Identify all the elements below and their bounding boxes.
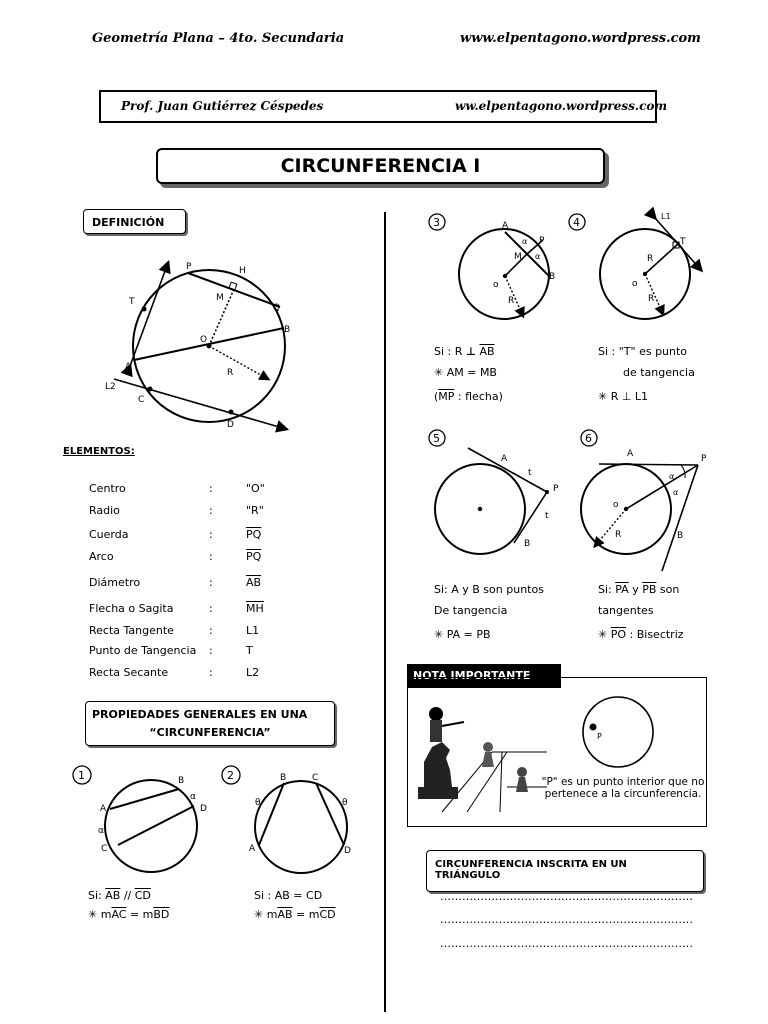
inscrita-line-2: …………………………………………………………… [440,913,693,926]
svg-text:θ: θ [255,798,261,808]
svg-text:A: A [501,454,508,464]
elemento-name: Cuerda [89,528,129,541]
svg-text:P: P [186,262,192,272]
property-1-result: ✳ $m\overline{AC} = m\overline{BD}$ [88,908,170,921]
propiedades-label-line2: “CIRCUNFERENCIA” [149,726,271,739]
svg-text:D: D [200,804,207,814]
property-5-line2: De tangencia [434,604,508,617]
nota-circle-figure [580,694,660,774]
svg-text:o: o [632,279,638,289]
property-2-figure [220,765,370,880]
elemento-separator: : [209,482,213,495]
svg-text:H: H [239,266,246,276]
elemento-name: Recta Tangente [89,624,174,637]
property-3-line2: ✳ AM = MB [434,366,497,379]
nota-box [407,677,707,827]
elemento-separator: : [209,504,213,517]
svg-text:L2: L2 [105,382,116,392]
property-3-figure [425,212,575,332]
elemento-row [89,576,389,594]
elemento-value: $\overline{PQ}$ [246,528,262,541]
svg-text:α: α [98,826,104,836]
svg-text:P: P [553,484,559,494]
property-6-line3: ✳ $\overline{PO}$ : Bisectriz [598,628,684,641]
elemento-value: L2 [246,666,260,679]
svg-text:B: B [280,773,287,783]
svg-text:R: R [615,530,622,540]
svg-text:1: 1 [78,769,85,782]
svg-text:D: D [227,420,234,430]
svg-text:2: 2 [227,769,234,782]
elemento-value: $\overline{PQ}$ [246,550,262,563]
elemento-value: "O" [246,482,265,495]
property-6-figure [565,428,725,573]
property-6-line1: Si: $\overline{PA}$ y $\overline{PB}$ son [598,583,680,596]
author-name: Prof. Juan Gutiérrez Céspedes [121,99,324,113]
propiedades-label-line1: PROPIEDADES GENERALES EN UNA [92,708,308,721]
elemento-separator: : [209,550,213,563]
elemento-value: T [246,644,253,657]
property-6-line2: tangentes [598,604,654,617]
svg-text:D: D [344,846,351,856]
property-5-line1: Si: A y B son puntos [434,583,544,596]
property-2-result: ✳ $m\overline{AB} = m\overline{CD}$ [254,908,336,921]
property-5-figure [425,428,575,558]
property-3-line1: Si : R ⊥ $\overline{AB}$ [434,345,495,358]
svg-text:O: O [200,335,208,345]
svg-text:A: A [125,362,132,372]
elemento-name: Arco [89,550,114,563]
svg-text:o: o [493,280,499,290]
elemento-separator: : [209,528,213,541]
elemento-row [89,504,389,522]
svg-text:t: t [528,468,532,478]
svg-text:L1: L1 [661,212,671,221]
elemento-separator: : [209,576,213,589]
svg-text:o: o [613,500,619,510]
author-site: ww.elpentagono.wordpress.com [455,99,668,113]
author-box [99,90,668,123]
tangent-line [130,263,168,366]
property-4-figure [565,206,715,331]
elemento-value: $\overline{AB}$ [246,576,262,589]
svg-text:4: 4 [573,216,580,229]
svg-text:C: C [312,773,319,783]
elemento-row [89,550,389,568]
elemento-value: L1 [246,624,260,637]
property-3-line3: ($\overline{MP}$ : flecha) [434,390,503,403]
elemento-row [89,624,389,642]
property-4-line3: ✳ R ⊥ L1 [598,390,649,403]
svg-text:B: B [284,325,291,335]
svg-text:α: α [669,472,675,481]
svg-text:P: P [539,236,545,246]
header-left: Geometría Plana – 4to. Secundaria [92,31,345,46]
inscrita-line-3: …………………………………………………………… [440,937,693,950]
elemento-row [89,644,389,662]
svg-text:B: B [524,539,531,549]
svg-text:3: 3 [433,216,440,229]
elementos-heading: ELEMENTOS: [63,446,135,457]
elemento-name: Diámetro [89,576,141,589]
svg-text:5: 5 [433,432,440,445]
svg-text:M: M [216,293,224,303]
elemento-name: Flecha o Sagita [89,602,174,615]
property-1-condition: Si: $\overline{AB} // \overline{CD}$ [88,889,151,902]
svg-text:Q: Q [273,303,281,313]
svg-text:α: α [535,252,541,261]
elemento-value: "R" [246,504,264,517]
svg-text:B: B [549,272,556,282]
chess-illustration-icon [412,692,552,822]
svg-text:R: R [647,254,654,264]
property-4-line1: Si : "T" es punto [598,345,688,358]
elemento-row [89,602,389,620]
svg-text:6: 6 [585,432,592,445]
inscrita-line-1: …………………………………………………………… [440,890,693,903]
propiedades-label [85,701,335,746]
svg-text:R: R [508,296,515,306]
svg-text:P: P [597,732,602,741]
svg-text:P: P [701,454,707,464]
svg-text:t: t [545,511,549,521]
svg-text:R: R [227,368,234,378]
definicion-label: DEFINICIÓN [83,209,186,234]
svg-text:θ: θ [342,798,348,808]
svg-text:α: α [190,792,196,802]
elementos-list [89,482,389,682]
elemento-name: Recta Secante [89,666,169,679]
inscrita-label: CIRCUNFERENCIA INSCRITA EN UN TRIÁNGULO [426,850,704,892]
radius-line [209,346,268,379]
property-4-line2: de tangencia [623,366,695,379]
svg-text:α: α [673,488,679,497]
elemento-separator: : [209,644,213,657]
elemento-name: Centro [89,482,126,495]
svg-text:B: B [178,776,185,786]
svg-text:α: α [522,237,528,246]
nota-label: NOTA IMPORTANTE [407,664,561,688]
property-1-figure [70,765,220,880]
elemento-name: Radio [89,504,120,517]
svg-text:B: B [677,531,684,541]
definicion-figure [100,255,310,435]
page-title: CIRCUNFERENCIA I [156,148,605,184]
property-5-line3: ✳ PA = PB [434,628,491,641]
nota-text: "P" es un punto interior que no pertenece a la circunferencia. [541,776,705,800]
elemento-row [89,528,389,546]
elemento-value: $\overline{MH}$ [246,602,264,615]
svg-text:A: A [502,221,509,231]
svg-text:T: T [129,297,135,307]
elemento-separator: : [209,624,213,637]
svg-text:C: C [138,395,145,405]
elemento-name: Punto de Tangencia [89,644,197,657]
header-right: www.elpentagono.wordpress.com [460,31,701,46]
svg-text:A: A [249,844,256,854]
elemento-row [89,482,389,500]
svg-text:A: A [100,804,107,814]
elemento-row [89,666,389,684]
svg-text:T: T [680,237,686,247]
svg-text:R: R [648,294,655,304]
svg-text:A: A [627,449,634,459]
property-2-condition: Si : AB = CD [254,889,323,902]
elemento-separator: : [209,602,213,615]
svg-text:C: C [101,844,108,854]
elemento-separator: : [209,666,213,679]
svg-text:M: M [514,252,522,262]
